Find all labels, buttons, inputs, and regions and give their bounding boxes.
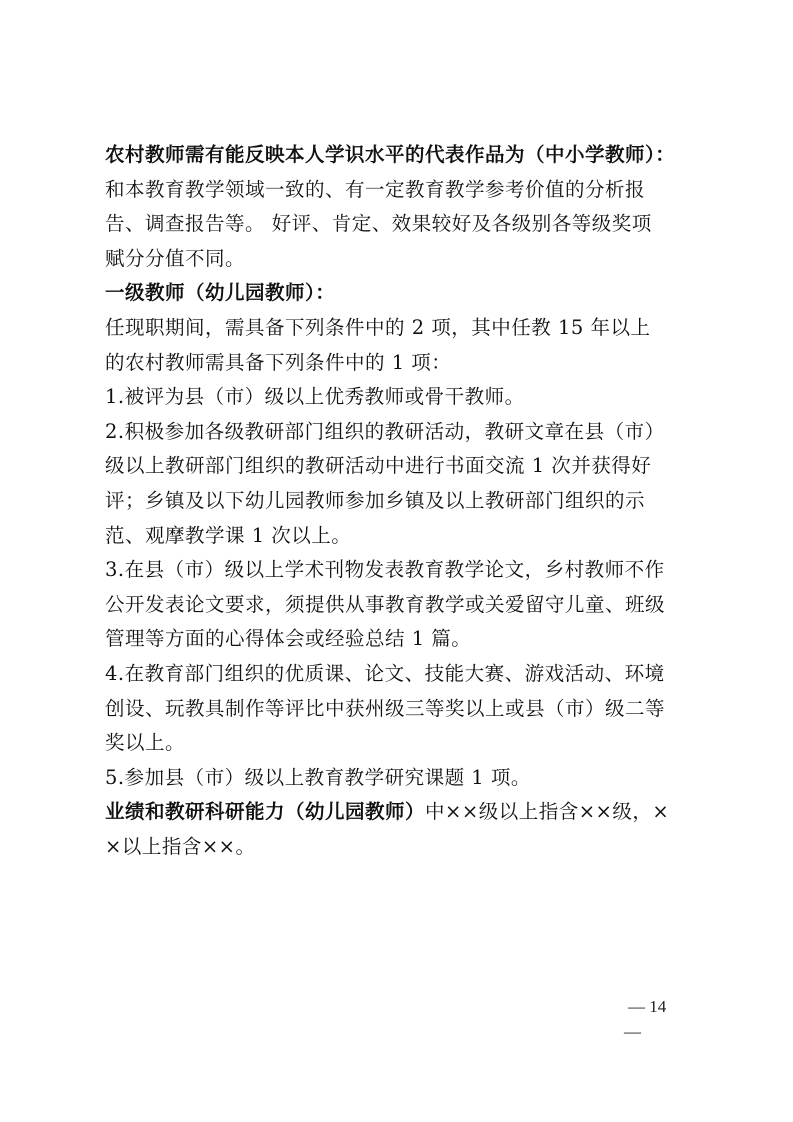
list-item-3-line: 公开发表论文要求，须提供从事教育教学或关爱留守儿童、班级: [105, 592, 666, 616]
list-item-3-line: 管理等方面的心得体会或经验总结 1 篇。: [105, 627, 472, 651]
list-item-2-line: 评；乡镇及以下幼儿园教师参加乡镇及以上教研部门组织的示: [105, 488, 646, 512]
list-item-1: 1.被评为县（市）级以上优秀教师或骨干教师。: [105, 385, 525, 409]
document-page: [105, 138, 690, 864]
page-number-trailing-dash: —: [624, 1022, 641, 1041]
page-number: — 14: [628, 997, 667, 1016]
list-item-4-line: 创设、玩教具制作等评比中获州级三等奖以上或县（市）级二等: [105, 696, 666, 720]
section3-inline-text: 中××级以上指含××级，×: [425, 800, 670, 824]
list-item-2-line: 级以上教研部门组织的教研活动中进行书面交流 1 次并获得好: [105, 454, 652, 478]
list-item-3: 3.在县（市）级以上学术刊物发表教育教学论文，乡村教师不作: [105, 558, 665, 582]
paragraph-line: 告、调查报告等。 好评、肯定、效果较好及各级别各等级奖项: [105, 212, 652, 236]
list-item-5: 5.参加县（市）级以上教育教学研究课题 1 项。: [105, 765, 531, 789]
paragraph-line: 任现职期间，需具备下列条件中的 2 项，其中任教 15 年以上: [105, 315, 651, 339]
list-item-2: 2.积极参加各级教研部门组织的教研活动，教研文章在县（市）: [105, 419, 665, 443]
paragraph-line: 的农村教师需具备下列条件中的 1 项：: [105, 350, 452, 374]
section-heading-representative-works: 农村教师需有能反映本人学识水平的代表作品为（中小学教师）：: [105, 143, 676, 166]
section-heading-first-grade-teacher: 一级教师（幼儿园教师）：: [105, 281, 336, 305]
section3-first-line: [105, 795, 690, 830]
list-item-2-line: 范、观摩教学课 1 次以上。: [105, 523, 352, 547]
list-item-4-line: 奖以上。: [105, 731, 186, 755]
paragraph-line: 和本教育教学领域一致的、有一定教育教学参考价值的分析报: [105, 177, 646, 201]
list-item-4: 4.在教育部门组织的优质课、论文、技能大赛、游戏活动、环境: [105, 661, 665, 685]
paragraph-line: 赋分分值不同。: [105, 246, 246, 270]
section3-second-line: ×以上指含××。: [105, 834, 256, 858]
section3-bold-heading: 业绩和教研科研能力（幼儿园教师）: [105, 800, 426, 824]
